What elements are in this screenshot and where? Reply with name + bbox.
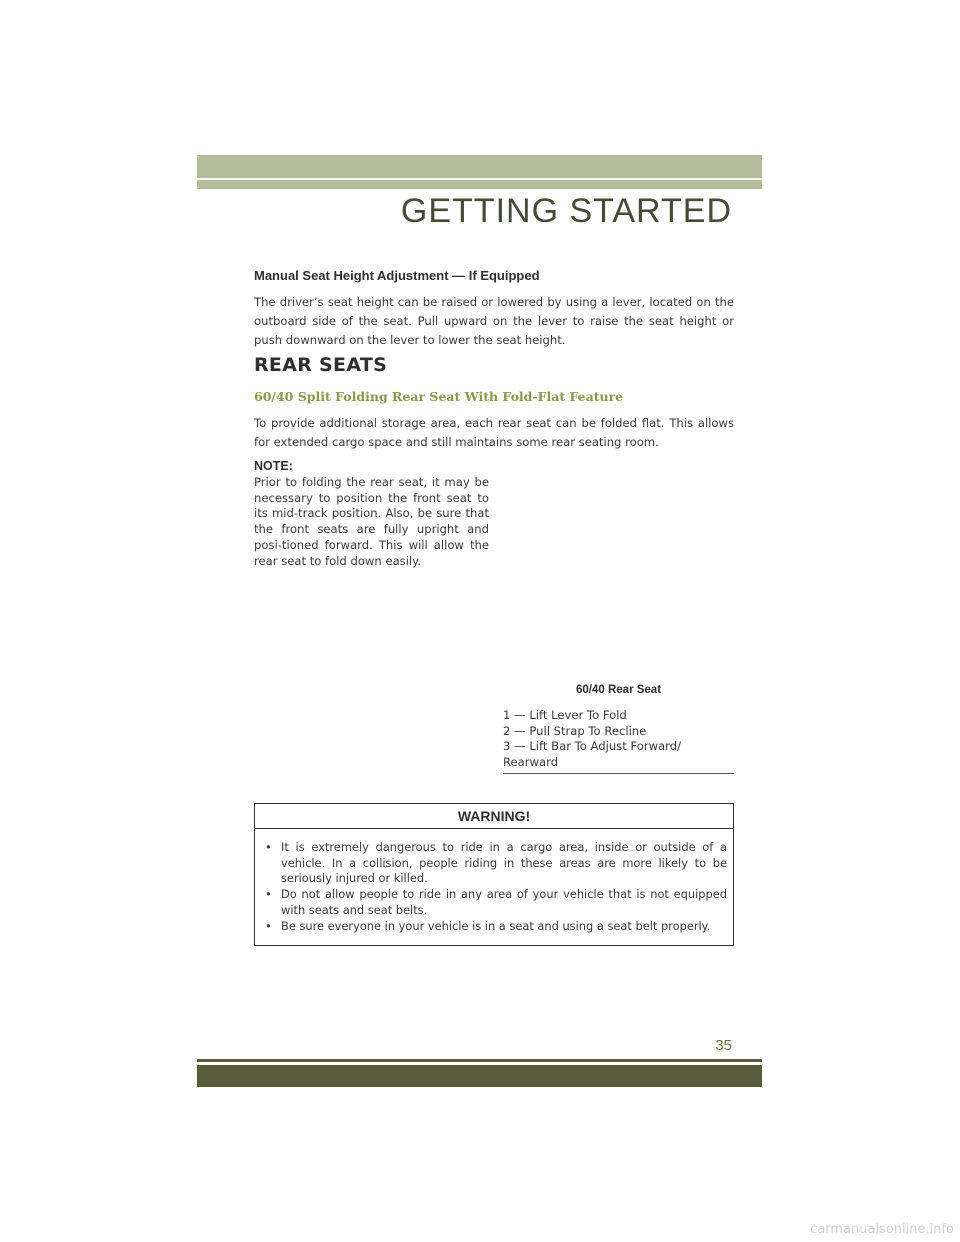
warning-item bbox=[265, 919, 727, 935]
figure-legend bbox=[503, 708, 734, 771]
footer-band bbox=[197, 1065, 762, 1087]
warning-box bbox=[254, 803, 734, 946]
seat-height-body: The driver’s seat height can be raised or lowered by using a lever, located on the outboard side of the seat. Pull upward on the lever to raise the seat height or push downward on the lever to lower the seat height. bbox=[254, 295, 734, 347]
rear-seats-body: To provide additional storage area, each rear seat can be folded flat. This allows for extended cargo space and still maintains some rear seating room. bbox=[254, 416, 734, 449]
note-text: Prior to folding the rear seat, it may be necessary to position the front seat to its mid-track position. Also, be sure that the front seats are fully upright and posi-tioned forward. This will allow the rear seat to fold down easily. bbox=[254, 475, 489, 568]
warning-list bbox=[255, 829, 733, 934]
legend-divider bbox=[503, 773, 734, 774]
rear-seat-figure bbox=[503, 462, 734, 672]
warning-item-text: It is extremely dangerous to ride in a cargo area, inside or outside of a vehicle. In a collision, people riding in these areas are more likely to be seriously injured or killed. bbox=[281, 840, 727, 886]
warning-item bbox=[265, 887, 727, 918]
rear-seats-heading: REAR SEATS bbox=[254, 354, 388, 376]
warning-item-text: Do not allow people to ride in any area of your vehicle that is not equipped with seats and seat belts. bbox=[281, 887, 727, 917]
legend-item-2: 2 — Pull Strap To Recline bbox=[503, 723, 647, 738]
section-title: GETTING STARTED bbox=[400, 192, 732, 230]
page-number: 35 bbox=[715, 1037, 732, 1054]
footer-rule bbox=[197, 1059, 762, 1062]
warning-title: WARNING! bbox=[255, 804, 733, 829]
legend-item-3: 3 — Lift Bar To Adjust Forward/ Rearward bbox=[503, 739, 681, 770]
note-label: NOTE: bbox=[254, 459, 293, 473]
bullet-icon: • bbox=[265, 887, 272, 902]
figure-caption: 60/40 Rear Seat bbox=[576, 684, 662, 696]
bullet-icon: • bbox=[265, 918, 272, 933]
bullet-icon: • bbox=[265, 840, 272, 854]
header-rule bbox=[197, 180, 762, 189]
warning-item bbox=[265, 840, 727, 887]
split-folding-subheading: 60/40 Split Folding Rear Seat With Fold-Flat Feature bbox=[254, 389, 624, 404]
seat-height-heading: Manual Seat Height Adjustment — If Equipped bbox=[254, 268, 540, 283]
watermark: carmanualsonline.info bbox=[810, 1222, 954, 1237]
warning-item-text: Be sure everyone in your vehicle is in a seat and using a seat belt properly. bbox=[281, 918, 711, 933]
header-band bbox=[197, 155, 762, 178]
legend-item-1: 1 — Lift Lever To Fold bbox=[503, 708, 627, 722]
